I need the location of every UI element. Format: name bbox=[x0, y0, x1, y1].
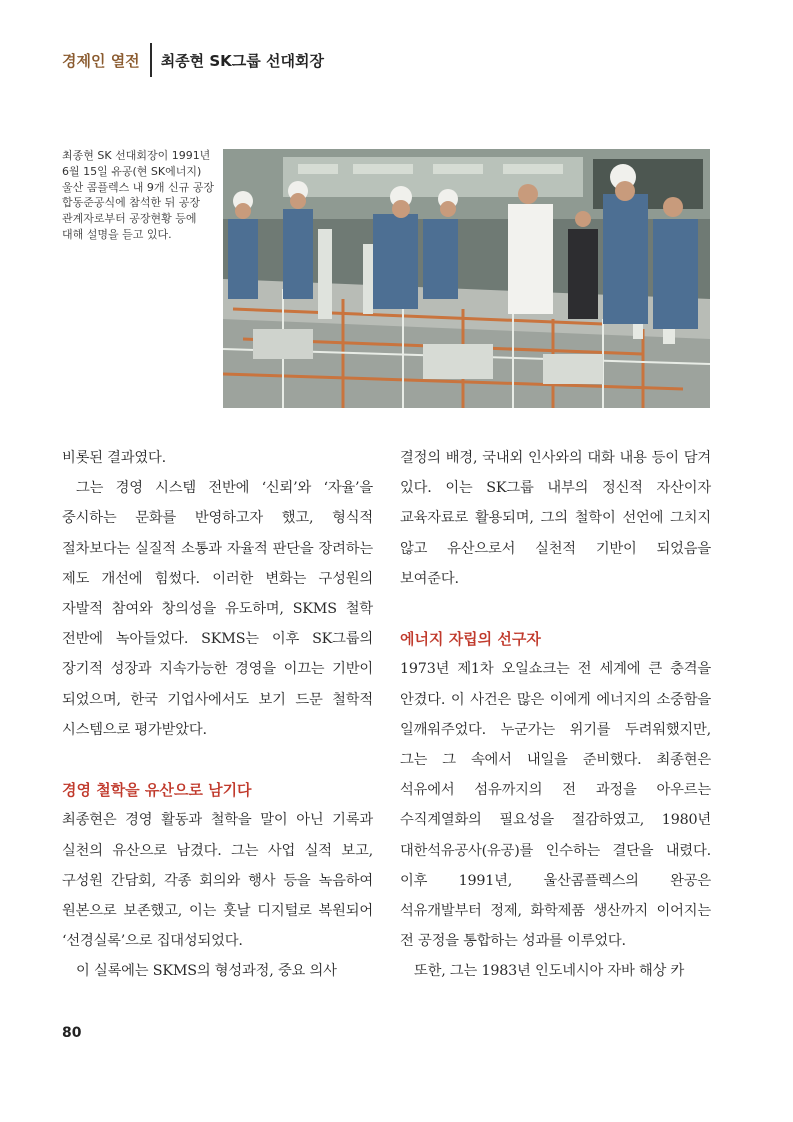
photo-caption: 최종현 SK 선대회장이 1991년 6월 15일 유공(현 SK에너지) 울산 콤플렉스 내 9개 신규 공장 합동준공식에 참석한 뒤 공장 관계자로부터 공장현황 등에 대해 설명을 듣고 있다. bbox=[62, 149, 214, 241]
section-heading: 경영 철학을 유산으로 남기다 bbox=[62, 781, 252, 800]
paragraph: 또한, 그는 1983년 인도네시아 자바 해상 카 bbox=[414, 963, 685, 980]
right-column bbox=[400, 443, 711, 987]
left-column bbox=[62, 443, 373, 987]
plant-model-photo bbox=[223, 149, 710, 408]
paragraph: 이 실록에는 SKMS의 형성과정, 중요 의사 bbox=[76, 963, 337, 980]
series-title: 경제인 열전 bbox=[62, 51, 140, 70]
header-divider bbox=[150, 43, 152, 77]
paragraph: 비롯된 결과였다. bbox=[62, 450, 166, 466]
running-header bbox=[62, 43, 324, 77]
page-number: 80 bbox=[62, 1025, 82, 1041]
paragraph: 그는 경영 시스템 전반에 ‘신뢰’와 ‘자율’을 중시하는 문화를 반영하고자 했고, 형식적 절차보다는 실질적 소통과 자율적 판단을 장려하는 제도 개선에 힘썼다. 이러한 변화는 구성원의 자발적 참여와 창의성을 유도하며, SKMS 철학 전반에 녹아들었다. SKMS는 이후 SK그룹의 장기적 성장과 지속가능한 경영을 이끄는 기반이 되었으며, 한국 기업사에서도 보기 드문 철학적 시스템으로 평가받았다. bbox=[62, 480, 373, 738]
chapter-subject: 최종현 SK그룹 선대회장 bbox=[160, 51, 324, 70]
section-heading: 에너지 자립의 선구자 bbox=[400, 630, 541, 649]
paragraph: 1973년 제1차 오일쇼크는 전 세계에 큰 충격을 안겼다. 이 사건은 많은 이에게 에너지의 소중함을 일깨워주었다. 누군가는 위기를 두려워했지만, 그는 그 속에서 내일을 준비했다. 최종현은 석유에서 섬유까지의 전 과정을 아우르는 수직계열화의 필요성을 절감하였고, 1980년 대한석유공사(유공)를 인수하는 결단을 내렸다. 이후 1991년, 울산콤플렉스의 완공은 석유개발부터 정제, 화학제품 생산까지 이어지는 전 공정을 통합하는 성과를 이루었다. bbox=[400, 661, 711, 950]
paragraph: 결정의 배경, 국내외 인사와의 대화 내용 등이 담겨 있다. 이는 SK그룹 내부의 정신적 자산이자 교육자료로 활용되며, 그의 철학이 선언에 그치지 않고 유산으로서 실천적 기반이 되었음을 보여준다. bbox=[400, 450, 711, 587]
paragraph: 최종현은 경영 활동과 철학을 말이 아닌 기록과 실천의 유산으로 남겼다. 그는 사업 실적 보고, 구성원 간담회, 각종 회의와 행사 등을 녹음하여 원본으로 보존했고, 이는 훗날 디지털로 복원되어 ‘선경실록’으로 집대성되었다. bbox=[62, 812, 373, 950]
